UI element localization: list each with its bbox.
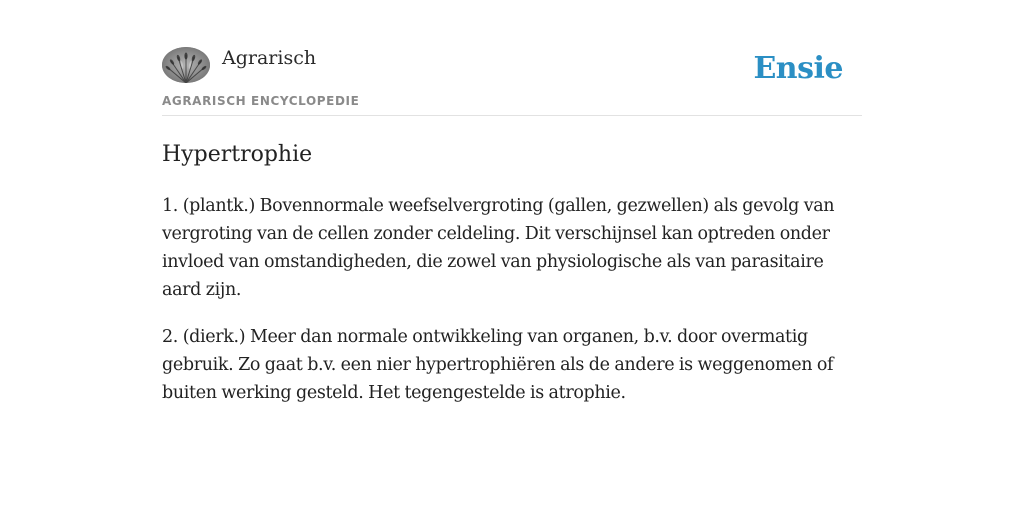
- wheat-sheaf-logo-icon[interactable]: [162, 47, 210, 83]
- page-container: [162, 44, 862, 407]
- entry-paragraph: 2. (dierk.) Meer dan normale ontwikkeling van organen, b.v. door overmatig gebruik. Zo gaat b.v. een nier hypertrophiëren als de andere is weggenomen of buiten werking gesteld. Het tegengestelde is atrophie.: [162, 327, 834, 403]
- brand-logo-link[interactable]: Ensie: [753, 51, 843, 86]
- entry-title: Hypertrophie: [162, 142, 313, 167]
- header: [162, 44, 862, 116]
- book-title[interactable]: Agrarisch: [222, 47, 317, 69]
- entry-paragraph: 1. (plantk.) Bovennormale weefselvergroting (gallen, gezwellen) als gevolg van vergroting van de cellen zonder celdeling. Dit verschijnsel kan optreden onder invloed van omstandigheden, die zowel van physiologische als van parasitaire aard zijn.: [162, 196, 835, 300]
- book-subtitle: AGRARISCH ENCYCLOPEDIE: [162, 94, 360, 108]
